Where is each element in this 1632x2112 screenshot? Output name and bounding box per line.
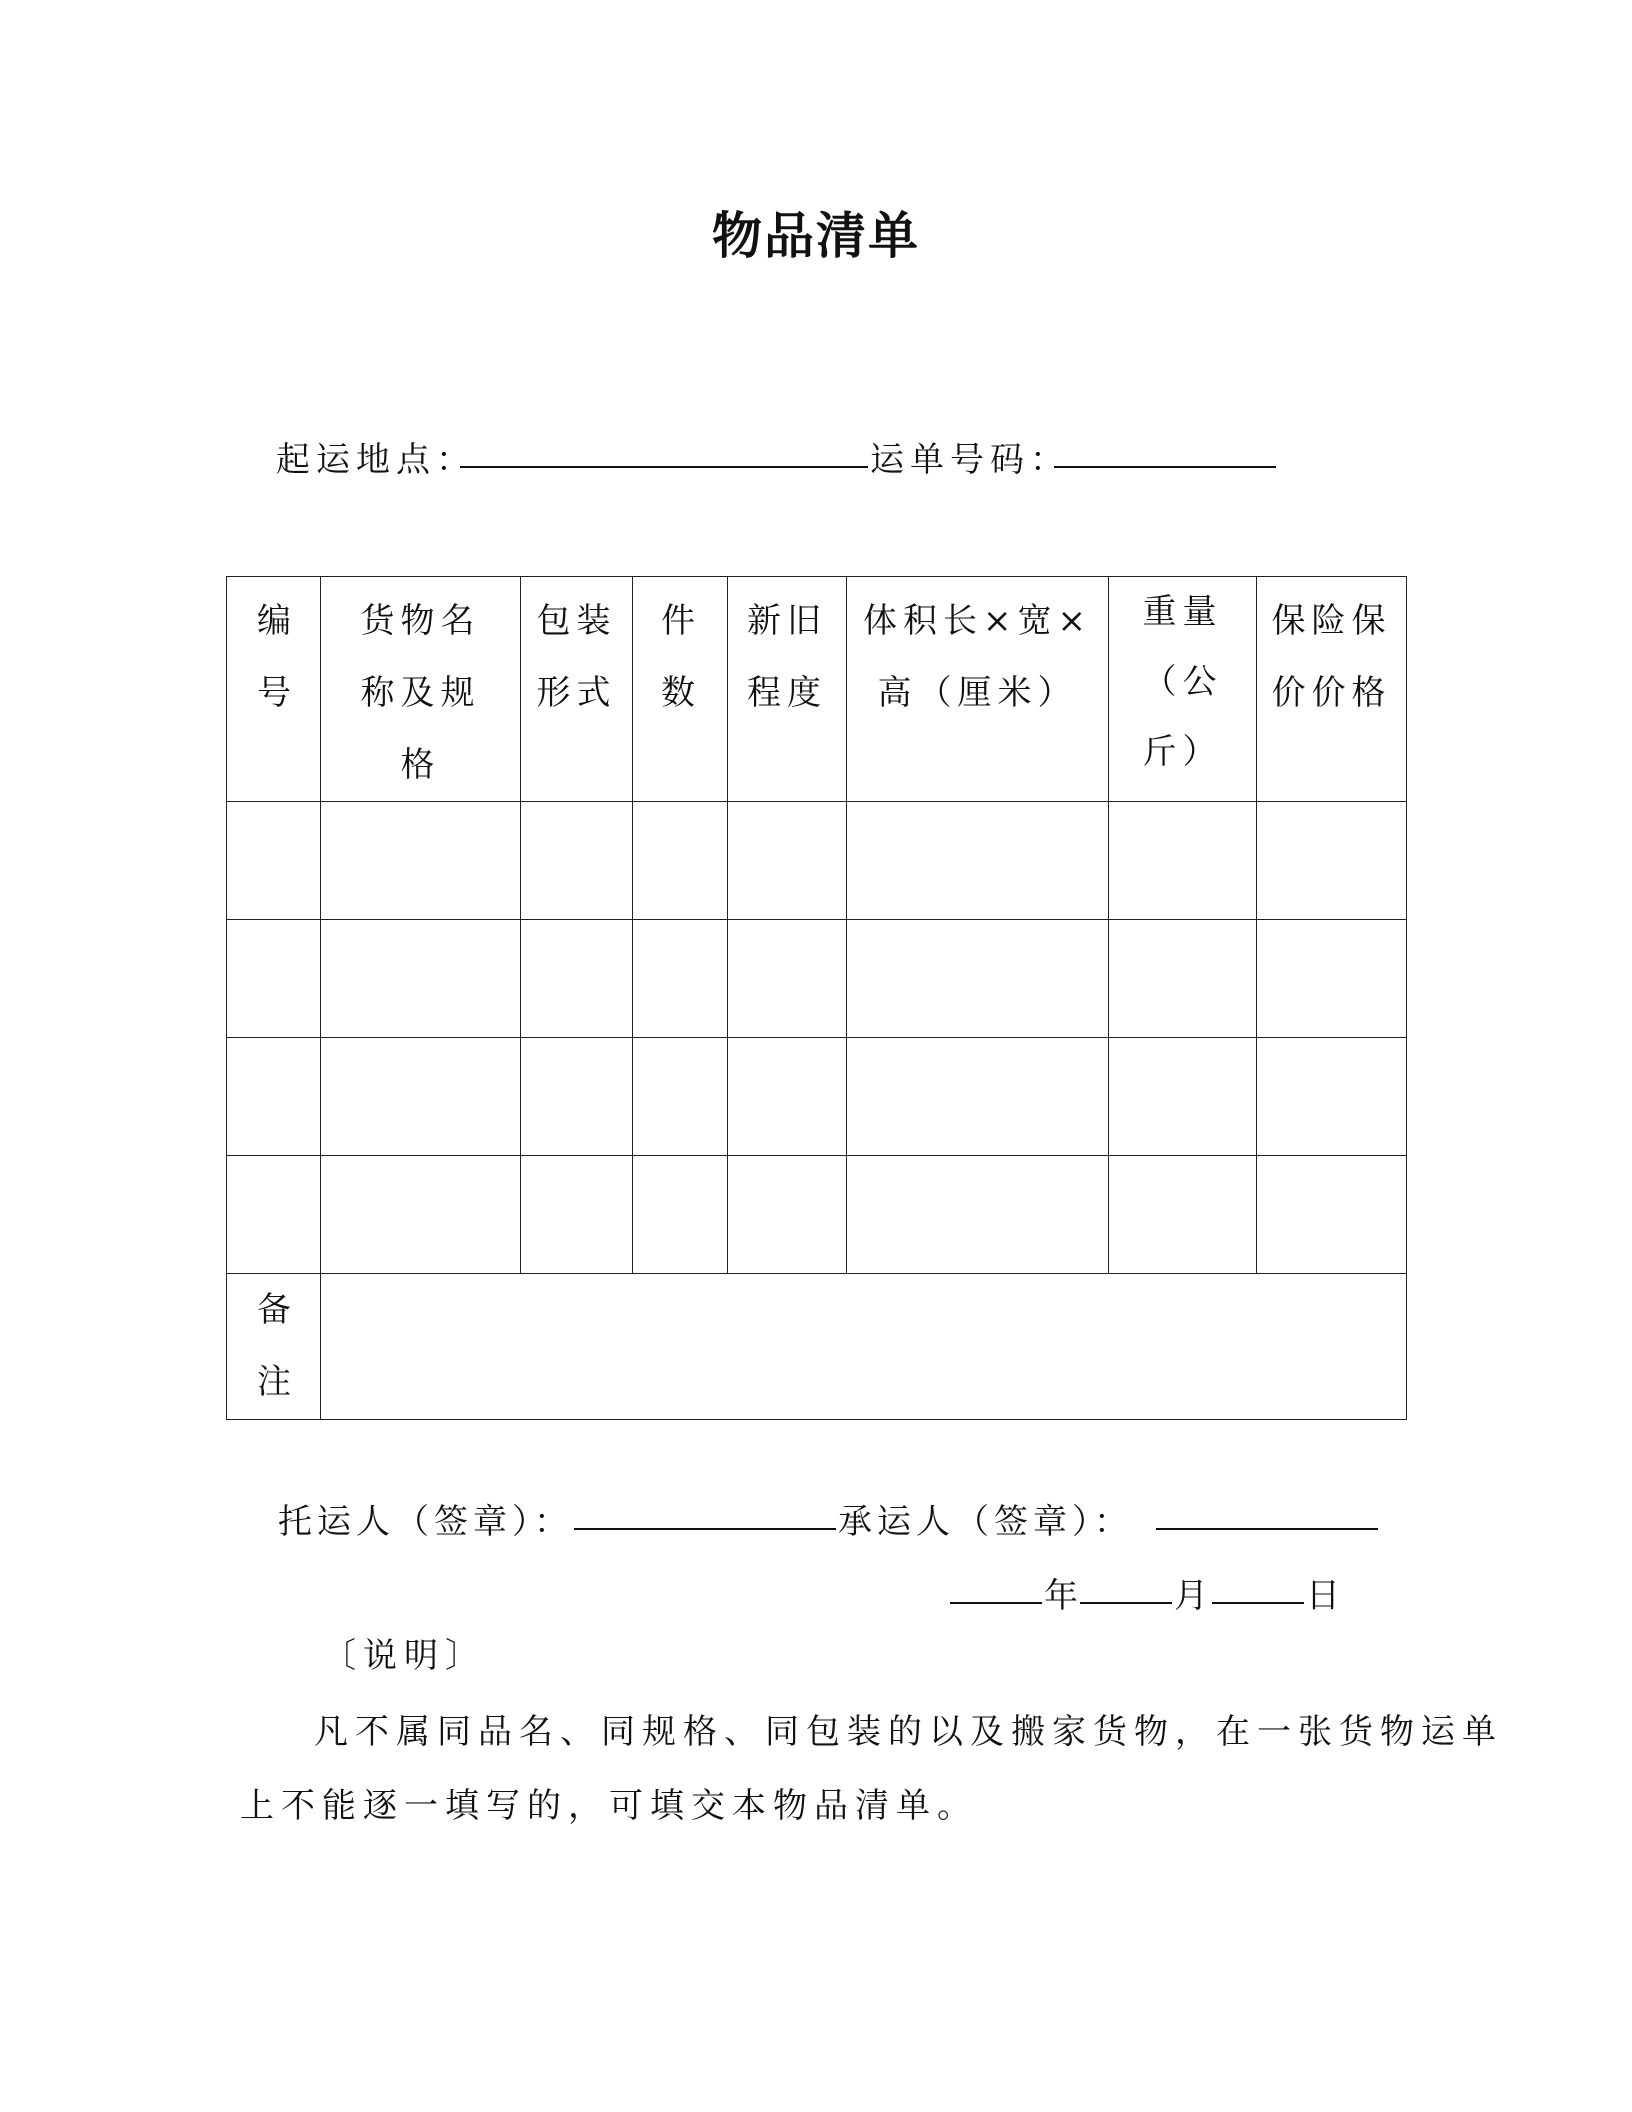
origin-field[interactable] [460,466,868,468]
header-cell-weight [1109,577,1257,802]
remark-label-cell [227,1274,321,1420]
table-cell[interactable] [633,802,728,920]
month-field[interactable] [1080,1602,1172,1604]
table-cell[interactable] [1257,1038,1407,1156]
origin-label: 起运地点： [276,440,476,480]
table-cell[interactable] [521,1038,633,1156]
table-cell[interactable] [321,920,521,1038]
table-row [227,802,1407,920]
table-cell[interactable] [521,802,633,920]
remark-field[interactable] [321,1274,1407,1420]
header-number-text: 编号 [257,601,297,713]
table-row [227,1038,1407,1156]
table-cell[interactable] [728,1156,847,1274]
table-cell[interactable] [227,1156,321,1274]
table-cell[interactable] [633,1156,728,1274]
header-cell-condition [728,577,847,802]
table-cell[interactable] [728,920,847,1038]
header-packing-text: 包装形式 [536,601,617,713]
year-label: 年 [1044,1576,1084,1616]
carrier-signature-field[interactable] [1156,1528,1378,1530]
table-cell[interactable] [1257,1156,1407,1274]
table-cell[interactable] [1257,802,1407,920]
table-row [227,1156,1407,1274]
table-cell[interactable] [1109,1038,1257,1156]
day-label: 日 [1306,1576,1346,1616]
table-cell[interactable] [633,920,728,1038]
header-volume-text: 体积长×宽×高（厘米） [863,601,1092,713]
header-condition-text: 新旧程度 [747,601,827,713]
table-cell[interactable] [633,1038,728,1156]
day-field[interactable] [1212,1602,1304,1604]
table-cell[interactable] [521,1156,633,1274]
table-cell[interactable] [227,920,321,1038]
shipper-signature-field[interactable] [574,1528,836,1530]
table-cell[interactable] [521,920,633,1038]
table-row [227,920,1407,1038]
header-cell-volume [847,577,1109,802]
waybill-number-field[interactable] [1054,466,1276,468]
table-cell[interactable] [728,1038,847,1156]
page-title: 物品清单 [712,206,920,265]
waybill-label: 运单号码： [870,440,1070,480]
table-cell[interactable] [728,802,847,920]
year-field[interactable] [950,1602,1042,1604]
table-cell[interactable] [847,1156,1109,1274]
header-insured-value-text: 保险保价价格 [1271,601,1392,713]
header-name-spec-text: 货物名称及规格 [360,601,481,785]
shipper-label: 托运人（签章）： [278,1502,573,1542]
table-cell[interactable] [321,802,521,920]
table-cell[interactable] [1109,1156,1257,1274]
header-cell-number [227,577,321,802]
header-weight-text: 重量（公斤） [1142,592,1223,772]
table-cell[interactable] [1109,920,1257,1038]
header-cell-name-spec [321,577,521,802]
table-cell[interactable] [1257,920,1407,1038]
carrier-label: 承运人（签章）： [838,1502,1133,1542]
goods-table [226,576,1407,1420]
header-cell-packing [521,577,633,802]
note-heading: 〔说明〕 [322,1636,486,1676]
table-cell[interactable] [1109,802,1257,920]
table-cell[interactable] [227,1038,321,1156]
table-cell[interactable] [321,1038,521,1156]
note-line-2: 上不能逐一填写的，可填交本物品清单。 [240,1786,978,1826]
table-cell[interactable] [227,802,321,920]
table-cell[interactable] [847,802,1109,920]
header-quantity-text: 件数 [661,601,701,713]
table-cell[interactable] [847,1038,1109,1156]
month-label: 月 [1174,1576,1214,1616]
remark-row [227,1274,1407,1420]
table-cell[interactable] [321,1156,521,1274]
remark-label: 备注 [257,1290,297,1402]
note-line-1: 凡不属同品名、同规格、同包装的以及搬家货物，在一张货物运单 [314,1712,1503,1752]
table-cell[interactable] [847,920,1109,1038]
header-cell-insured-value [1257,577,1407,802]
header-cell-quantity [633,577,728,802]
table-header-row [227,577,1407,802]
